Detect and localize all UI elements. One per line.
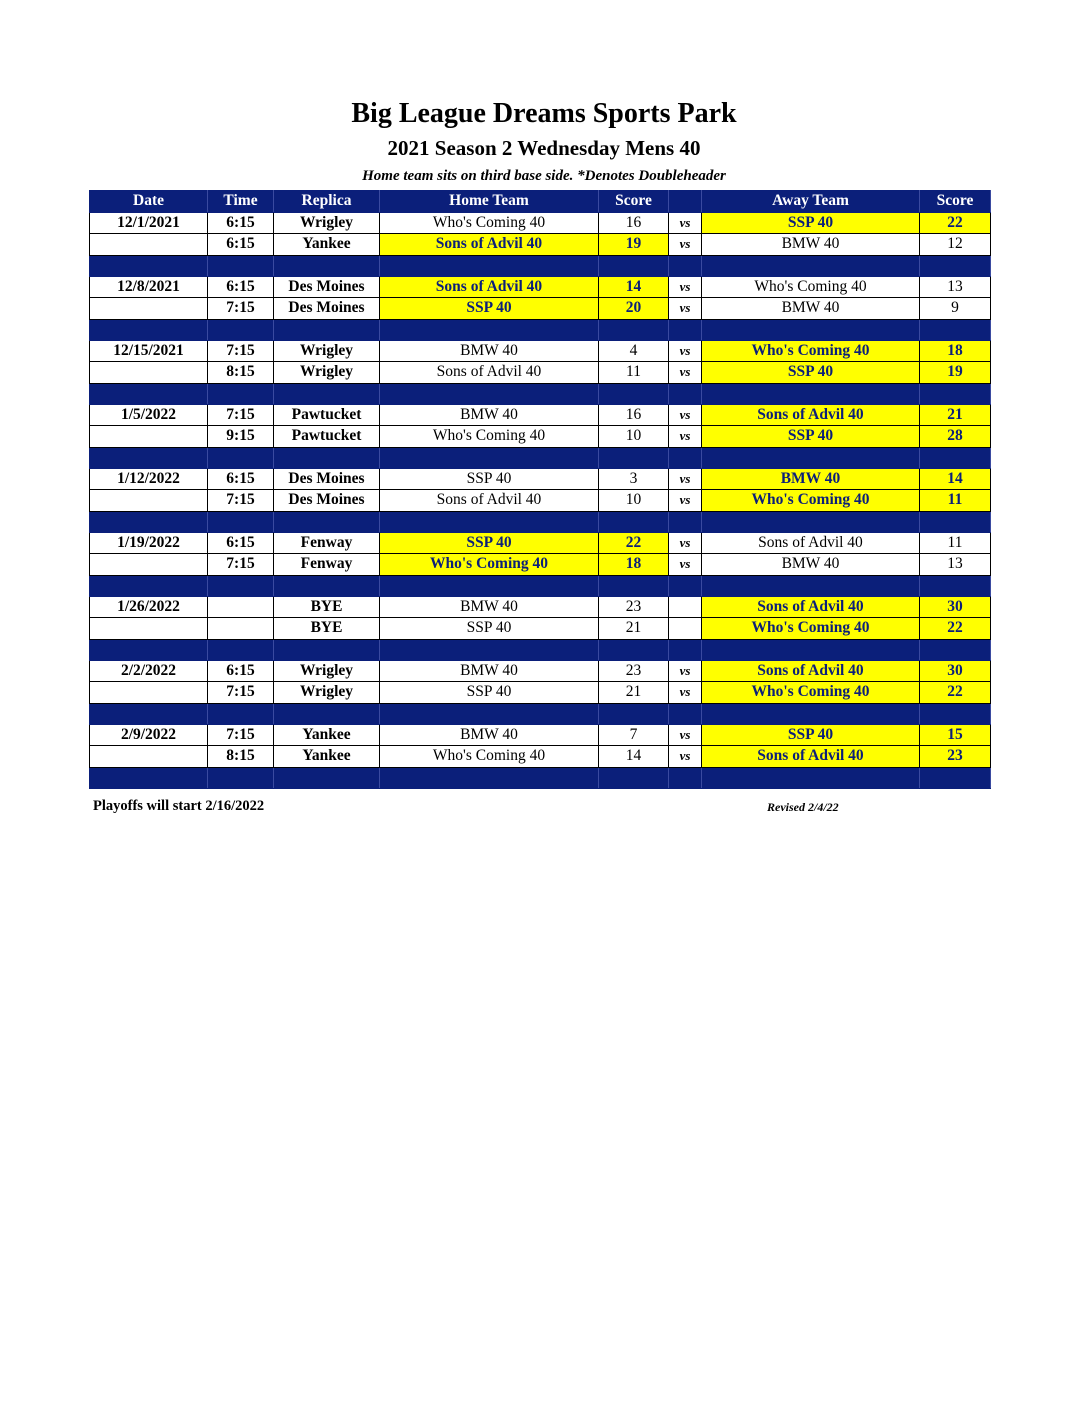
cell-time [208, 596, 274, 618]
separator-row [90, 319, 991, 340]
cell-home-score: 14 [599, 746, 669, 768]
cell-time: 6:15 [208, 468, 274, 490]
cell-vs: vs [669, 682, 702, 704]
separator-cell [669, 383, 702, 404]
separator-cell [208, 447, 274, 468]
column-header-away-team: Away Team [702, 191, 920, 213]
separator-cell [702, 447, 920, 468]
cell-replica: Yankee [274, 234, 380, 256]
separator-cell [208, 767, 274, 788]
separator-row [90, 575, 991, 596]
table-row [90, 532, 991, 554]
separator-cell [274, 447, 380, 468]
cell-away-team: Who's Coming 40 [702, 682, 920, 704]
cell-vs: vs [669, 234, 702, 256]
cell-time: 6:15 [208, 660, 274, 682]
cell-away-team: BMW 40 [702, 468, 920, 490]
page-subtitle: 2021 Season 2 Wednesday Mens 40 [387, 136, 701, 160]
cell-date [90, 362, 208, 384]
separator-cell [380, 447, 599, 468]
table-row [90, 618, 991, 640]
column-header-away-score: Score [920, 191, 991, 213]
cell-time: 8:15 [208, 362, 274, 384]
cell-away-team: SSP 40 [702, 362, 920, 384]
cell-vs: vs [669, 660, 702, 682]
cell-home-team: Who's Coming 40 [380, 746, 599, 768]
separator-cell [208, 511, 274, 532]
separator-row [90, 383, 991, 404]
separator-cell [380, 255, 599, 276]
cell-home-score: 3 [599, 468, 669, 490]
cell-time: 7:15 [208, 404, 274, 426]
separator-cell [90, 703, 208, 724]
playoffs-note: Playoffs will start 2/16/2022 [93, 798, 265, 814]
cell-time: 7:15 [208, 554, 274, 576]
cell-home-score: 19 [599, 234, 669, 256]
cell-home-team: BMW 40 [380, 724, 599, 746]
separator-row [90, 447, 991, 468]
cell-home-team: Who's Coming 40 [380, 426, 599, 448]
cell-away-team: SSP 40 [702, 212, 920, 234]
separator-row [90, 511, 991, 532]
cell-away-team: Sons of Advil 40 [702, 404, 920, 426]
separator-cell [90, 511, 208, 532]
cell-away-score: 22 [920, 682, 991, 704]
cell-home-score: 21 [599, 682, 669, 704]
separator-cell [90, 639, 208, 660]
cell-away-team: Sons of Advil 40 [702, 596, 920, 618]
cell-date [90, 554, 208, 576]
cell-home-team: BMW 40 [380, 404, 599, 426]
separator-cell [920, 255, 991, 276]
cell-date: 1/5/2022 [90, 404, 208, 426]
separator-cell [702, 319, 920, 340]
cell-time [208, 618, 274, 640]
separator-cell [208, 703, 274, 724]
cell-home-team: Sons of Advil 40 [380, 362, 599, 384]
cell-time: 6:15 [208, 212, 274, 234]
cell-vs [669, 596, 702, 618]
cell-time: 8:15 [208, 746, 274, 768]
cell-away-score: 13 [920, 554, 991, 576]
separator-cell [702, 511, 920, 532]
cell-vs: vs [669, 404, 702, 426]
cell-home-score: 11 [599, 362, 669, 384]
cell-home-score: 23 [599, 596, 669, 618]
cell-date: 12/15/2021 [90, 340, 208, 362]
cell-date: 1/19/2022 [90, 532, 208, 554]
separator-cell [90, 255, 208, 276]
page-title: Big League Dreams Sports Park [351, 98, 737, 129]
cell-away-team: SSP 40 [702, 724, 920, 746]
cell-away-score: 11 [920, 532, 991, 554]
cell-home-team: Who's Coming 40 [380, 212, 599, 234]
schedule-table [89, 190, 991, 789]
separator-cell [920, 639, 991, 660]
cell-home-score: 4 [599, 340, 669, 362]
column-header-home-score: Score [599, 191, 669, 213]
cell-date: 2/9/2022 [90, 724, 208, 746]
separator-cell [380, 383, 599, 404]
table-row [90, 426, 991, 448]
table-row [90, 596, 991, 618]
cell-home-score: 18 [599, 554, 669, 576]
separator-cell [208, 575, 274, 596]
separator-cell [380, 575, 599, 596]
cell-away-score: 28 [920, 426, 991, 448]
separator-cell [669, 319, 702, 340]
cell-away-team: Who's Coming 40 [702, 618, 920, 640]
cell-replica: BYE [274, 596, 380, 618]
cell-vs: vs [669, 362, 702, 384]
table-row [90, 212, 991, 234]
cell-away-team: BMW 40 [702, 554, 920, 576]
separator-cell [920, 447, 991, 468]
cell-date [90, 298, 208, 320]
cell-home-score: 16 [599, 404, 669, 426]
cell-away-score: 19 [920, 362, 991, 384]
cell-away-team: Who's Coming 40 [702, 490, 920, 512]
separator-cell [669, 255, 702, 276]
table-row [90, 404, 991, 426]
separator-cell [380, 319, 599, 340]
separator-row [90, 767, 991, 788]
column-header-date: Date [90, 191, 208, 213]
cell-date: 12/1/2021 [90, 212, 208, 234]
separator-cell [599, 383, 669, 404]
separator-cell [274, 383, 380, 404]
table-row [90, 276, 991, 298]
table-row [90, 554, 991, 576]
cell-vs [669, 618, 702, 640]
cell-time: 6:15 [208, 532, 274, 554]
separator-cell [920, 703, 991, 724]
cell-replica: Pawtucket [274, 404, 380, 426]
cell-away-score: 14 [920, 468, 991, 490]
cell-time: 7:15 [208, 682, 274, 704]
separator-cell [702, 639, 920, 660]
cell-away-team: Sons of Advil 40 [702, 532, 920, 554]
cell-away-team: BMW 40 [702, 234, 920, 256]
cell-away-score: 22 [920, 618, 991, 640]
cell-date: 12/8/2021 [90, 276, 208, 298]
separator-cell [90, 575, 208, 596]
cell-home-score: 16 [599, 212, 669, 234]
table-row [90, 298, 991, 320]
cell-replica: Pawtucket [274, 426, 380, 448]
cell-replica: Wrigley [274, 660, 380, 682]
cell-vs: vs [669, 340, 702, 362]
cell-time: 6:15 [208, 276, 274, 298]
cell-away-team: Who's Coming 40 [702, 340, 920, 362]
cell-replica: Yankee [274, 746, 380, 768]
schedule-body [90, 212, 991, 788]
separator-cell [702, 767, 920, 788]
cell-vs: vs [669, 468, 702, 490]
separator-cell [208, 255, 274, 276]
cell-home-score: 22 [599, 532, 669, 554]
table-row [90, 724, 991, 746]
separator-cell [702, 703, 920, 724]
separator-cell [208, 383, 274, 404]
separator-cell [380, 703, 599, 724]
cell-date [90, 490, 208, 512]
separator-cell [702, 255, 920, 276]
separator-cell [90, 383, 208, 404]
separator-cell [669, 511, 702, 532]
separator-cell [920, 319, 991, 340]
separator-cell [380, 767, 599, 788]
cell-time: 9:15 [208, 426, 274, 448]
separator-cell [274, 639, 380, 660]
separator-cell [669, 575, 702, 596]
cell-away-score: 30 [920, 596, 991, 618]
cell-vs: vs [669, 426, 702, 448]
table-row [90, 682, 991, 704]
cell-date [90, 618, 208, 640]
schedule-note: Home team sits on third base side. *Denotes Doubleheader [362, 168, 726, 184]
cell-home-team: Who's Coming 40 [380, 554, 599, 576]
cell-date: 2/2/2022 [90, 660, 208, 682]
cell-home-team: SSP 40 [380, 298, 599, 320]
cell-home-score: 21 [599, 618, 669, 640]
table-header-row [90, 191, 991, 213]
cell-away-score: 13 [920, 276, 991, 298]
cell-home-team: SSP 40 [380, 618, 599, 640]
column-header-time: Time [208, 191, 274, 213]
separator-cell [90, 767, 208, 788]
separator-cell [920, 383, 991, 404]
separator-cell [669, 447, 702, 468]
cell-time: 6:15 [208, 234, 274, 256]
cell-home-score: 20 [599, 298, 669, 320]
separator-cell [380, 639, 599, 660]
separator-row [90, 703, 991, 724]
separator-cell [90, 319, 208, 340]
separator-cell [599, 447, 669, 468]
separator-cell [599, 575, 669, 596]
cell-replica: Wrigley [274, 212, 380, 234]
cell-vs: vs [669, 746, 702, 768]
table-row [90, 746, 991, 768]
cell-home-score: 23 [599, 660, 669, 682]
separator-cell [599, 511, 669, 532]
cell-replica: Des Moines [274, 276, 380, 298]
cell-home-team: Sons of Advil 40 [380, 234, 599, 256]
separator-row [90, 255, 991, 276]
cell-home-team: SSP 40 [380, 468, 599, 490]
separator-cell [599, 767, 669, 788]
revised-note: Revised 2/4/22 [767, 800, 839, 814]
separator-cell [90, 447, 208, 468]
separator-cell [920, 511, 991, 532]
cell-replica: Des Moines [274, 468, 380, 490]
cell-away-score: 30 [920, 660, 991, 682]
table-row [90, 468, 991, 490]
cell-vs: vs [669, 212, 702, 234]
cell-time: 7:15 [208, 724, 274, 746]
cell-away-score: 22 [920, 212, 991, 234]
cell-replica: Des Moines [274, 298, 380, 320]
cell-home-score: 10 [599, 426, 669, 448]
cell-away-team: Sons of Advil 40 [702, 746, 920, 768]
table-row [90, 660, 991, 682]
separator-cell [702, 575, 920, 596]
cell-home-team: BMW 40 [380, 340, 599, 362]
cell-vs: vs [669, 298, 702, 320]
cell-away-score: 15 [920, 724, 991, 746]
separator-cell [274, 575, 380, 596]
separator-cell [380, 511, 599, 532]
cell-home-team: SSP 40 [380, 532, 599, 554]
table-row [90, 234, 991, 256]
cell-time: 7:15 [208, 340, 274, 362]
cell-replica: Yankee [274, 724, 380, 746]
cell-away-team: BMW 40 [702, 298, 920, 320]
cell-date [90, 426, 208, 448]
cell-date [90, 746, 208, 768]
cell-away-score: 9 [920, 298, 991, 320]
cell-away-team: Sons of Advil 40 [702, 660, 920, 682]
separator-cell [599, 703, 669, 724]
cell-away-team: SSP 40 [702, 426, 920, 448]
cell-replica: Wrigley [274, 682, 380, 704]
cell-replica: BYE [274, 618, 380, 640]
cell-home-score: 14 [599, 276, 669, 298]
cell-replica: Wrigley [274, 362, 380, 384]
cell-home-team: Sons of Advil 40 [380, 276, 599, 298]
cell-time: 7:15 [208, 490, 274, 512]
cell-home-team: SSP 40 [380, 682, 599, 704]
cell-vs: vs [669, 276, 702, 298]
cell-vs: vs [669, 532, 702, 554]
separator-cell [274, 767, 380, 788]
cell-away-score: 18 [920, 340, 991, 362]
cell-vs: vs [669, 724, 702, 746]
cell-time: 7:15 [208, 298, 274, 320]
column-header-home-team: Home Team [380, 191, 599, 213]
separator-cell [599, 255, 669, 276]
separator-cell [920, 767, 991, 788]
column-header-vs [669, 191, 702, 213]
cell-vs: vs [669, 554, 702, 576]
separator-cell [599, 319, 669, 340]
cell-away-score: 12 [920, 234, 991, 256]
table-row [90, 490, 991, 512]
separator-cell [669, 767, 702, 788]
cell-home-score: 7 [599, 724, 669, 746]
cell-date: 1/26/2022 [90, 596, 208, 618]
cell-replica: Fenway [274, 554, 380, 576]
separator-cell [669, 639, 702, 660]
separator-cell [274, 511, 380, 532]
cell-date: 1/12/2022 [90, 468, 208, 490]
cell-away-score: 21 [920, 404, 991, 426]
separator-cell [208, 639, 274, 660]
separator-cell [702, 383, 920, 404]
separator-cell [599, 639, 669, 660]
cell-away-score: 23 [920, 746, 991, 768]
cell-home-team: BMW 40 [380, 596, 599, 618]
table-row [90, 362, 991, 384]
cell-away-team: Who's Coming 40 [702, 276, 920, 298]
separator-cell [208, 319, 274, 340]
table-row [90, 340, 991, 362]
cell-home-score: 10 [599, 490, 669, 512]
cell-away-score: 11 [920, 490, 991, 512]
cell-date [90, 682, 208, 704]
cell-replica: Des Moines [274, 490, 380, 512]
cell-home-team: Sons of Advil 40 [380, 490, 599, 512]
separator-cell [274, 319, 380, 340]
cell-date [90, 234, 208, 256]
separator-cell [274, 255, 380, 276]
separator-cell [920, 575, 991, 596]
column-header-replica: Replica [274, 191, 380, 213]
cell-replica: Fenway [274, 532, 380, 554]
cell-vs: vs [669, 490, 702, 512]
separator-cell [669, 703, 702, 724]
separator-cell [274, 703, 380, 724]
cell-replica: Wrigley [274, 340, 380, 362]
separator-row [90, 639, 991, 660]
cell-home-team: BMW 40 [380, 660, 599, 682]
